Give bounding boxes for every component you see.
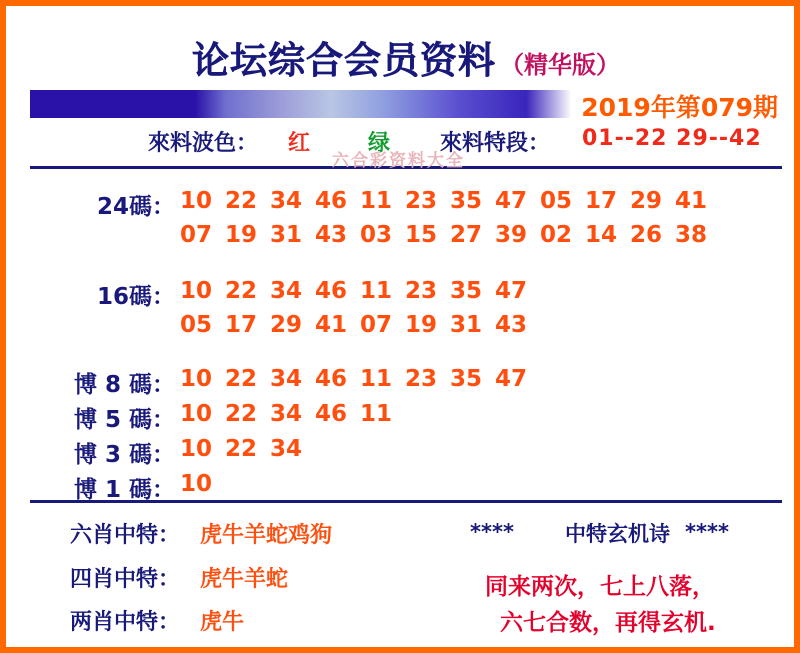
number-cell: 35 bbox=[450, 278, 483, 304]
number-cell: 15 bbox=[405, 222, 438, 248]
number-cell: 17 bbox=[225, 312, 258, 338]
number-cell: 14 bbox=[585, 222, 618, 248]
zodiac-label-six: 六肖中特： bbox=[70, 523, 181, 548]
title-main-text: 论坛综合会员资料 bbox=[192, 39, 496, 82]
poem-stars-right: **** bbox=[685, 520, 729, 544]
zodiac-block bbox=[30, 500, 782, 640]
poem-line-1: 同来两次，七上八落， bbox=[485, 574, 715, 600]
number-cell: 47 bbox=[495, 278, 528, 304]
numbers-row bbox=[180, 471, 225, 497]
number-cell: 17 bbox=[585, 188, 618, 214]
number-cell: 35 bbox=[450, 366, 483, 392]
number-cell: 10 bbox=[180, 366, 213, 392]
numbers-row bbox=[180, 366, 540, 392]
number-cell: 10 bbox=[180, 471, 213, 497]
number-cell: 35 bbox=[450, 188, 483, 214]
poem-heading: 中特玄机诗 bbox=[565, 522, 670, 546]
number-cell: 23 bbox=[405, 366, 438, 392]
number-cell: 22 bbox=[225, 401, 258, 427]
zodiac-value-four: 虎牛羊蛇 bbox=[200, 567, 289, 592]
page-title bbox=[12, 30, 800, 84]
number-cell: 11 bbox=[360, 366, 393, 392]
number-cell: 27 bbox=[450, 222, 483, 248]
number-cell: 11 bbox=[360, 278, 393, 304]
number-cell: 34 bbox=[270, 366, 303, 392]
number-cell: 29 bbox=[630, 188, 663, 214]
number-cell: 29 bbox=[270, 312, 303, 338]
number-cell: 43 bbox=[315, 222, 348, 248]
number-cell: 34 bbox=[270, 436, 303, 462]
section-label-5: 博 5 碼： bbox=[73, 407, 175, 433]
numbers-row bbox=[180, 188, 720, 214]
number-cell: 47 bbox=[495, 366, 528, 392]
numbers-row bbox=[180, 222, 720, 248]
wave-color-red-value: 红 bbox=[288, 131, 311, 156]
poem-line-2: 六七合数，再得玄机. bbox=[500, 610, 716, 636]
section-label-16: 16碼： bbox=[96, 284, 175, 310]
wave-color-green-value: 绿 bbox=[368, 131, 391, 156]
number-cell: 22 bbox=[225, 188, 258, 214]
number-cell: 46 bbox=[315, 188, 348, 214]
zodiac-label-two: 两肖中特： bbox=[70, 610, 181, 635]
number-cell: 38 bbox=[675, 222, 708, 248]
number-cell: 46 bbox=[315, 401, 348, 427]
number-cell: 22 bbox=[225, 278, 258, 304]
number-cell: 11 bbox=[360, 401, 393, 427]
number-cell: 34 bbox=[270, 401, 303, 427]
section-label-8: 博 8 碼： bbox=[73, 372, 175, 398]
number-cell: 34 bbox=[270, 188, 303, 214]
number-cell: 31 bbox=[270, 222, 303, 248]
number-cell: 19 bbox=[405, 312, 438, 338]
wave-color-label: 來料波色： bbox=[148, 131, 259, 156]
section-label-3: 博 3 碼： bbox=[73, 442, 175, 468]
number-cell: 34 bbox=[270, 278, 303, 304]
title-sub-text: （精华版） bbox=[500, 51, 620, 79]
number-cell: 03 bbox=[360, 222, 393, 248]
section-label-1: 博 1 碼： bbox=[73, 477, 175, 503]
number-cell: 26 bbox=[630, 222, 663, 248]
number-cell: 41 bbox=[315, 312, 348, 338]
zodiac-label-four: 四肖中特： bbox=[70, 567, 181, 592]
numbers-row bbox=[180, 401, 405, 427]
number-cell: 05 bbox=[180, 312, 213, 338]
zodiac-value-two: 虎牛 bbox=[200, 610, 245, 635]
document-inner bbox=[12, 12, 800, 653]
number-cell: 22 bbox=[225, 366, 258, 392]
number-cell: 31 bbox=[450, 312, 483, 338]
number-cell: 46 bbox=[315, 366, 348, 392]
numbers-row bbox=[180, 278, 540, 304]
number-cell: 39 bbox=[495, 222, 528, 248]
number-cell: 07 bbox=[360, 312, 393, 338]
issue-label: 2019年第079期 bbox=[581, 93, 778, 122]
special-range-value: 01--22 29--42 bbox=[582, 126, 762, 151]
special-range-label: 來料特段： bbox=[440, 131, 551, 156]
number-cell: 23 bbox=[405, 278, 438, 304]
number-cell: 10 bbox=[180, 436, 213, 462]
number-cell: 02 bbox=[540, 222, 573, 248]
numbers-row bbox=[180, 312, 540, 338]
number-cell: 22 bbox=[225, 436, 258, 462]
numbers-block bbox=[30, 166, 782, 503]
number-cell: 10 bbox=[180, 188, 213, 214]
number-cell: 47 bbox=[495, 188, 528, 214]
numbers-row bbox=[180, 436, 315, 462]
number-cell: 46 bbox=[315, 278, 348, 304]
number-cell: 11 bbox=[360, 188, 393, 214]
number-cell: 07 bbox=[180, 222, 213, 248]
number-cell: 43 bbox=[495, 312, 528, 338]
number-cell: 23 bbox=[405, 188, 438, 214]
section-label-24: 24碼： bbox=[96, 194, 175, 220]
number-cell: 41 bbox=[675, 188, 708, 214]
poem-stars-left: **** bbox=[470, 520, 514, 544]
watermark-text: 六合彩资料大全 bbox=[332, 151, 465, 171]
number-cell: 05 bbox=[540, 188, 573, 214]
number-cell: 10 bbox=[180, 278, 213, 304]
number-cell: 10 bbox=[180, 401, 213, 427]
zodiac-value-six: 虎牛羊蛇鸡狗 bbox=[200, 523, 333, 548]
number-cell: 19 bbox=[225, 222, 258, 248]
